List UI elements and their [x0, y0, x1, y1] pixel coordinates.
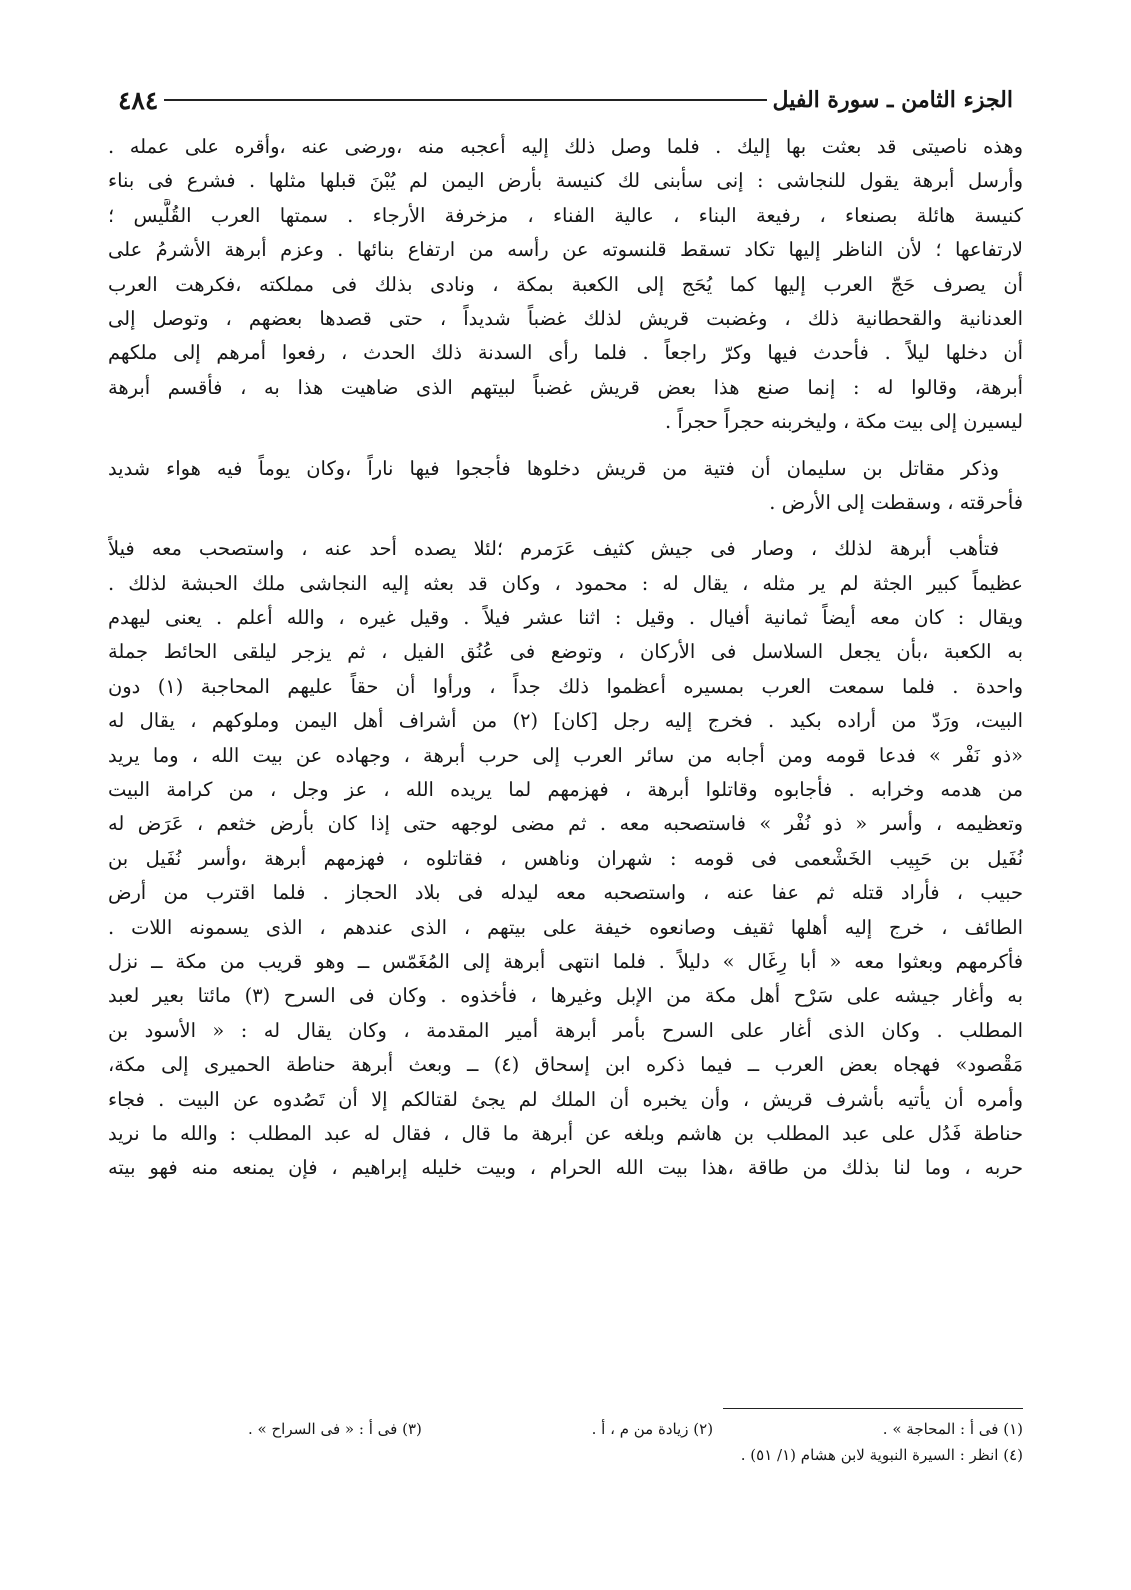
text-line: وتعظيمه ، وأسر « ذو نُفْر » فاستصحبه معه . ثم مضى لوجهه حتى إذا كان بأرض خثعم ، عَرَض له — [108, 812, 1023, 836]
footnote-4: (٤) انظر : السيرة النبوية لابن هشام (١/ ٥١) . — [740, 1446, 1023, 1464]
text-line: فتأهب أبرهة لذلك ، وصار فى جيش كثيف عَرَمرم ؛لئلا يصده أحد عنه ، واستصحب معه فيلاً — [108, 537, 999, 561]
text-line: وأرسل أبرهة يقول للنجاشى : إنى سأبنى لك كنيسة بأرض اليمن لم يُبْنَ قبلها مثلها . فشرع فى بناء — [108, 169, 1023, 193]
text-line: حبيب ، فأراد قتله ثم عفا عنه ، واستصحبه معه ليدله فى بلاد الحجاز . فلما اقترب من أرض — [108, 881, 1023, 905]
text-line: لارتفاعها ؛ لأن الناظر إليها تكاد تسقط قلنسوته عن رأسه من ارتفاع بنائها . وعزم أبرهة الأشرمُ على — [108, 238, 1023, 262]
footnote-rule — [723, 1408, 1023, 1409]
footnote-row — [108, 1442, 1023, 1468]
text-line: وهذه ناصيتى قد بعثت بها إليك . فلما وصل ذلك إليه أعجبه منه ،ورضى عنه ،وأقره على عمله . — [108, 135, 1023, 158]
text-line: ويقال : كان معه أيضاً ثمانية أفيال . وقيل : اثنا عشر فيلاً . وقيل غيره ، والله أعلم . يعنى ليهدم — [108, 606, 1023, 630]
text-line: به الكعبة ،بأن يجعل السلاسل فى الأركان ، وتوضع فى عُنُق الفيل ، ثم يزجر ليلقى الحائط جملة — [108, 640, 1023, 664]
text-line: فأكرمهم وبعثوا معه « أبا رِغَال » دليلاً . فلما انتهى أبرهة إلى المُغَمّس ــ وهو قريب من مكة ــ نزل — [108, 949, 1023, 973]
paragraph-gap — [108, 440, 1023, 452]
text-line: كنيسة هائلة بصنعاء ، رفيعة البناء ، عالية الفناء ، مزخرفة الأرجاء . سمتها العرب القُلَّيس ؛ — [108, 203, 1023, 227]
text-line: الطائف ، خرج إليه أهلها ثقيف وصانعوه خيفة على بيتهم ، الذى عندهم ، الذى يسمونه اللات . — [108, 915, 1023, 939]
text-line: مَقْصود» فهجاه بعض العرب ــ فيما ذكره ابن إسحاق (٤) ــ وبعث أبرهة حناطة الحميرى إلى مكة، — [108, 1053, 1023, 1077]
footnote-row — [108, 1416, 1023, 1442]
header-rule — [164, 99, 766, 101]
text-line: ليسيرن إلى بيت مكة ، وليخربنه حجراً حجراً . — [665, 410, 1023, 434]
text-line: وذكر مقاتل بن سليمان أن فتية من قريش دخلوها فأججوا فيها ناراً ،وكان يوماً فيه هواء شديد — [108, 456, 999, 480]
text-line: عظيماً كبير الجثة لم ير مثله ، يقال له : محمود ، وكان قد بعثه إليه النجاشى ملك الحبشة لذلك . — [108, 571, 1023, 595]
text-line: من هدمه وخرابه . فأجابوه وقاتلوا أبرهة ، فهزمهم لما يريده الله ، عز وجل ، من كرامة البيت — [108, 778, 1023, 802]
text-line: العدنانية والقحطانية ذلك ، وغضبت قريش لذلك غضباً شديداً ، حتى قصدها بعضهم ، وتوصل إلى — [108, 306, 1023, 330]
text-line: أبرهة، وقالوا له : إنما صنع هذا بعض قريش غضباً لبيتهم الذى ضاهيت هذا به ، فأقسم أبرهة — [108, 375, 1023, 399]
text-line: المطلب . وكان الذى أغار على السرح بأمر أبرهة أمير المقدمة ، وكان يقال له : « الأسود بن — [108, 1018, 1023, 1042]
text-line: أن دخلها ليلاً . فأحدث فيها وكرّ راجعاً . فلما رأى السدنة ذلك الحدث ، رفعوا أمرهم إلى ملكهم — [108, 341, 1023, 365]
text-line: حربه ، وما لنا بذلك من طاقة ،هذا بيت الله الحرام ، وبيت خليله إبراهيم ، فإن يمنعه منه فهو بيته — [108, 1156, 1023, 1180]
page-header — [108, 80, 1023, 120]
text-line: البيت، ورَدّ من أراده بكيد . فخرج إليه رجل [كان] (٢) من أشراف أهل اليمن وملوكهم ، يقال له — [108, 709, 1023, 733]
book-page — [108, 0, 1023, 1590]
footnote-1: (١) فى أ : المحاجة » . — [882, 1420, 1023, 1438]
footnotes — [108, 1416, 1023, 1468]
running-title: الجزء الثامن ـ سورة الفيل — [772, 87, 1013, 113]
body-text — [108, 130, 1023, 1186]
text-line: أن يصرف حَجّ العرب إليها كما يُحَج إلى الكعبة بمكة ، ونادى بذلك فى مملكته ،فكرهت العرب — [108, 272, 1023, 296]
text-line: به وأغار جيشه على سَرْح أهل مكة من الإبل وغيرها ، فأخذوه . وكان فى السرح (٣) مائتا بعير لعبد — [108, 984, 1023, 1008]
paragraph-gap — [108, 520, 1023, 532]
page-number: ٤٨٤ — [118, 85, 159, 115]
text-line: نُفَيل بن حَبِيب الخَشْعمى فى قومه : شهران وناهس ، فقاتلوه ، فهزمهم أبرهة ،وأسر نُفَيل بن — [108, 846, 1023, 870]
footnote-2: (٢) زيادة من م ، أ . — [591, 1420, 714, 1438]
text-line: حناطة فَدُل على عبد المطلب بن هاشم وبلغه عن أبرهة ما قال ، فقال له عبد المطلب : والله ما نريد — [108, 1121, 1023, 1145]
text-line: «ذو نَفْر » فدعا قومه ومن أجابه من سائر العرب إلى حرب أبرهة ، وجهاده عن بيت الله ، وما يريد — [108, 743, 1023, 767]
footnote-3: (٣) فى أ : « فى السراح » . — [248, 1420, 422, 1438]
text-line: وأمره أن يأتيه بأشرف قريش ، وأن يخبره أن الملك لم يجئ لقتالكم إلا أن تَصُدوه عن البيت . فجاء — [108, 1087, 1023, 1111]
text-line: واحدة . فلما سمعت العرب بمسيره أعظموا ذلك جداً ، ورأوا أن حقاً عليهم المحاجبة (١) دون — [108, 674, 1023, 698]
text-line: فأحرقته ، وسقطت إلى الأرض . — [769, 490, 1023, 514]
